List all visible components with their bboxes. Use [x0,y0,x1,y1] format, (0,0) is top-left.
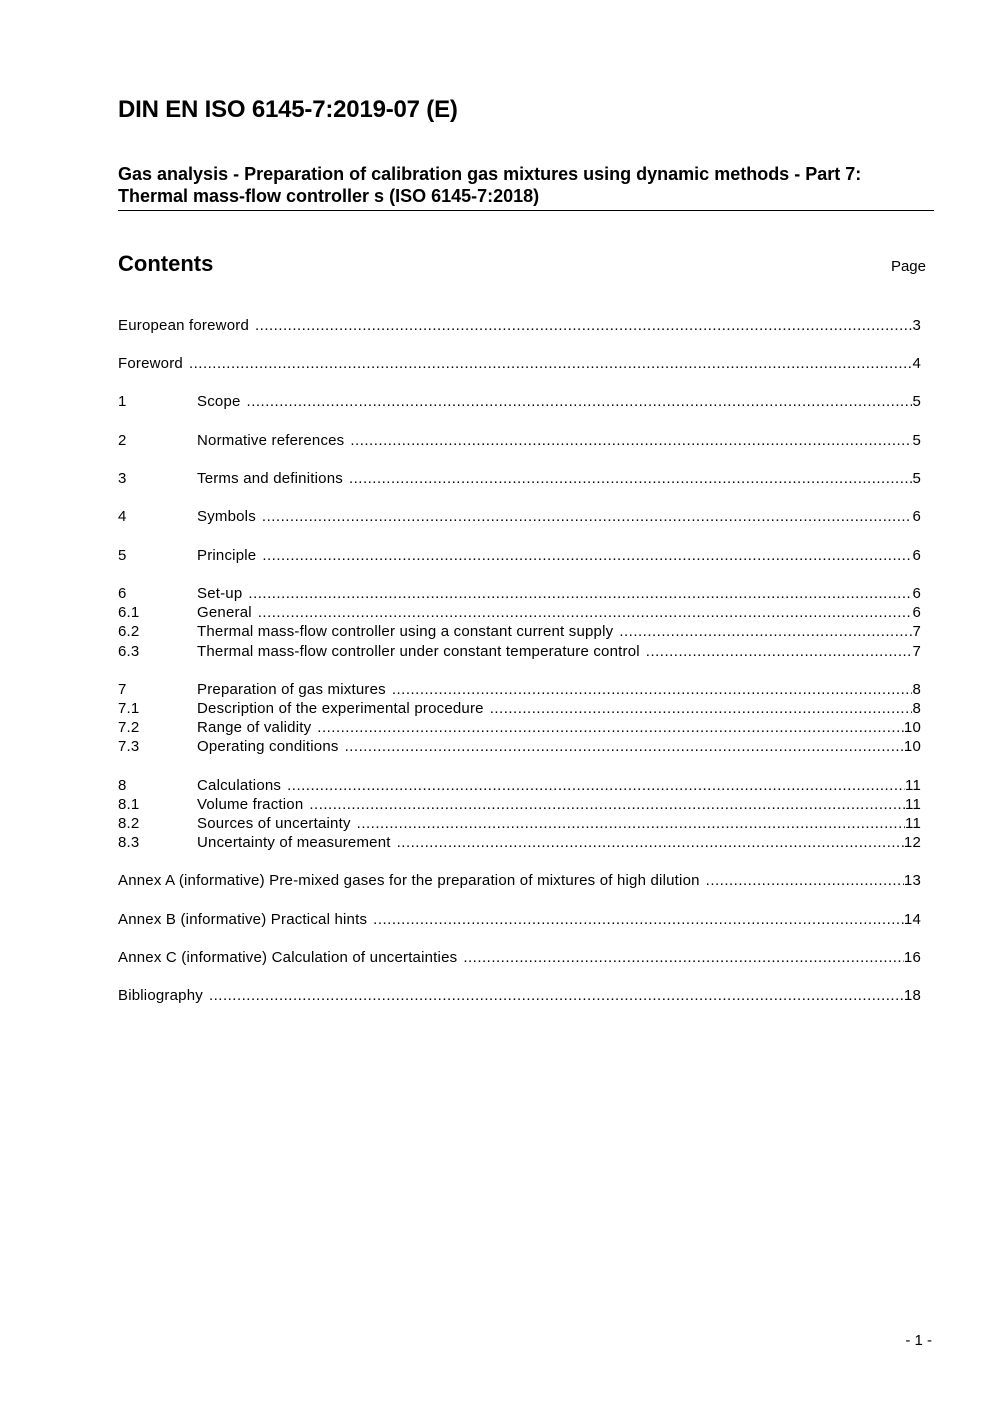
toc-entry-number: 5 [118,547,127,564]
toc-entry[interactable] [118,814,921,833]
toc-dot-leader [262,546,912,565]
toc-entry-number: 2 [118,432,127,449]
toc-entry-number: 7.3 [118,738,140,755]
toc-entry-number: 6.3 [118,643,140,660]
toc-dot-leader [309,795,905,814]
toc-entry-number: 7.1 [118,700,140,717]
toc-entry[interactable] [118,871,921,890]
toc-dot-leader [490,699,913,718]
toc-entry[interactable] [118,718,921,737]
toc-entry-title: Annex C (informative) Calculation of uncertainties [118,949,458,966]
toc-entry-page: 6 [912,508,921,525]
toc-entry[interactable] [118,622,921,641]
toc-entry-number: 1 [118,393,127,410]
toc-entry[interactable] [118,354,921,373]
toc-dot-leader [646,642,913,661]
toc-entry[interactable] [118,699,921,718]
toc-entry-title: Preparation of gas mixtures [197,681,386,698]
toc-entry[interactable] [118,795,921,814]
toc-entry[interactable] [118,737,921,756]
toc-entry-number: 7 [118,681,127,698]
toc-dot-leader [373,910,904,929]
toc-entry[interactable] [118,316,921,335]
contents-heading: Contents [118,251,214,276]
toc-entry-title: Annex A (informative) Pre-mixed gases for the preparation of mixtures of high dilution [118,872,700,889]
footer-page-number: - 1 - [905,1332,932,1349]
toc-entry[interactable] [118,584,921,603]
toc-entry-number: 4 [118,508,127,525]
toc-entry-title: Thermal mass-flow controller using a constant current supply [197,623,614,640]
toc-entry-title: European foreword [118,317,249,334]
toc-entry[interactable] [118,469,921,488]
toc-entry-title: General [197,604,252,621]
toc-dot-leader [349,469,913,488]
toc-entry-page: 5 [912,393,921,410]
toc-entry-page: 12 [903,834,921,851]
toc-entry[interactable] [118,986,921,1005]
toc-entry[interactable] [118,948,921,967]
toc-entry-number: 8.1 [118,796,140,813]
toc-entry-title: Symbols [197,508,256,525]
toc-entry-number: 8.3 [118,834,140,851]
toc-entry[interactable] [118,431,921,450]
toc-entry-page: 6 [912,547,921,564]
table-of-contents [118,0,921,1403]
toc-entry-page: 8 [912,700,921,717]
toc-dot-leader [317,718,904,737]
toc-entry-title: Scope [197,393,241,410]
toc-dot-leader [262,507,913,526]
toc-entry-title: Operating conditions [197,738,339,755]
toc-entry-title: Uncertainty of measurement [197,834,391,851]
toc-entry-title: Normative references [197,432,345,449]
toc-entry-page: 10 [903,719,921,736]
document-title: DIN EN ISO 6145-7:2019-07 (E) [118,96,458,123]
toc-entry[interactable] [118,392,921,411]
toc-entry-page: 6 [912,585,921,602]
toc-entry-number: 6.2 [118,623,140,640]
toc-entry-page: 7 [912,623,921,640]
toc-entry-page: 11 [905,777,921,794]
toc-entry[interactable] [118,507,921,526]
toc-entry-page: 10 [903,738,921,755]
toc-entry-page: 6 [912,604,921,621]
toc-entry-page: 5 [912,432,921,449]
toc-entry-title: Bibliography [118,987,203,1004]
toc-entry-number: 8.2 [118,815,140,832]
toc-dot-leader [255,316,912,335]
toc-dot-leader [619,622,912,641]
toc-entry-page: 7 [912,643,921,660]
toc-dot-leader [463,948,904,967]
toc-entry-number: 8 [118,777,127,794]
toc-dot-leader [357,814,905,833]
toc-entry[interactable] [118,642,921,661]
toc-entry-page: 5 [912,470,921,487]
toc-entry-page: 18 [903,987,921,1004]
toc-entry-number: 6.1 [118,604,140,621]
toc-dot-leader [258,603,913,622]
toc-entry-title: Set-up [197,585,243,602]
toc-entry-title: Volume fraction [197,796,304,813]
toc-entry[interactable] [118,680,921,699]
toc-entry-page: 8 [912,681,921,698]
toc-entry-title: Range of validity [197,719,312,736]
toc-entry-number: 3 [118,470,127,487]
page-column-label: Page [890,258,926,275]
toc-entry[interactable] [118,833,921,852]
toc-entry-page: 14 [903,911,921,928]
toc-entry-title: Principle [197,547,257,564]
toc-dot-leader [350,431,912,450]
toc-entry-title: Annex B (informative) Practical hints [118,911,368,928]
toc-entry-page: 11 [905,796,921,813]
toc-entry-number: 7.2 [118,719,140,736]
toc-dot-leader [706,871,904,890]
toc-entry-title: Terms and definitions [197,470,343,487]
toc-entry[interactable] [118,603,921,622]
toc-dot-leader [189,354,912,373]
toc-dot-leader [248,584,912,603]
toc-entry-title: Calculations [197,777,282,794]
toc-entry-title: Sources of uncertainty [197,815,351,832]
toc-entry-page: 11 [905,815,921,832]
toc-entry-number: 6 [118,585,127,602]
toc-entry-page: 4 [912,355,921,372]
toc-entry-page: 3 [912,317,921,334]
toc-entry-title: Thermal mass-flow controller under constant temperature control [197,643,640,660]
toc-dot-leader [247,392,913,411]
toc-entry[interactable] [118,910,921,929]
toc-entry[interactable] [118,776,921,795]
toc-entry[interactable] [118,546,921,565]
toc-entry-page: 13 [903,872,921,889]
toc-dot-leader [287,776,905,795]
toc-dot-leader [345,737,904,756]
toc-entry-page: 16 [903,949,921,966]
toc-dot-leader [397,833,904,852]
toc-dot-leader [209,986,904,1005]
document-subtitle: Gas analysis - Preparation of calibration gas mixtures using dynamic methods - Part 7: Thermal mass-flow controller s (ISO 6145-7:2018) [118,164,862,206]
toc-dot-leader [392,680,913,699]
toc-entry-title: Description of the experimental procedure [197,700,484,717]
toc-entry-title: Foreword [118,355,183,372]
